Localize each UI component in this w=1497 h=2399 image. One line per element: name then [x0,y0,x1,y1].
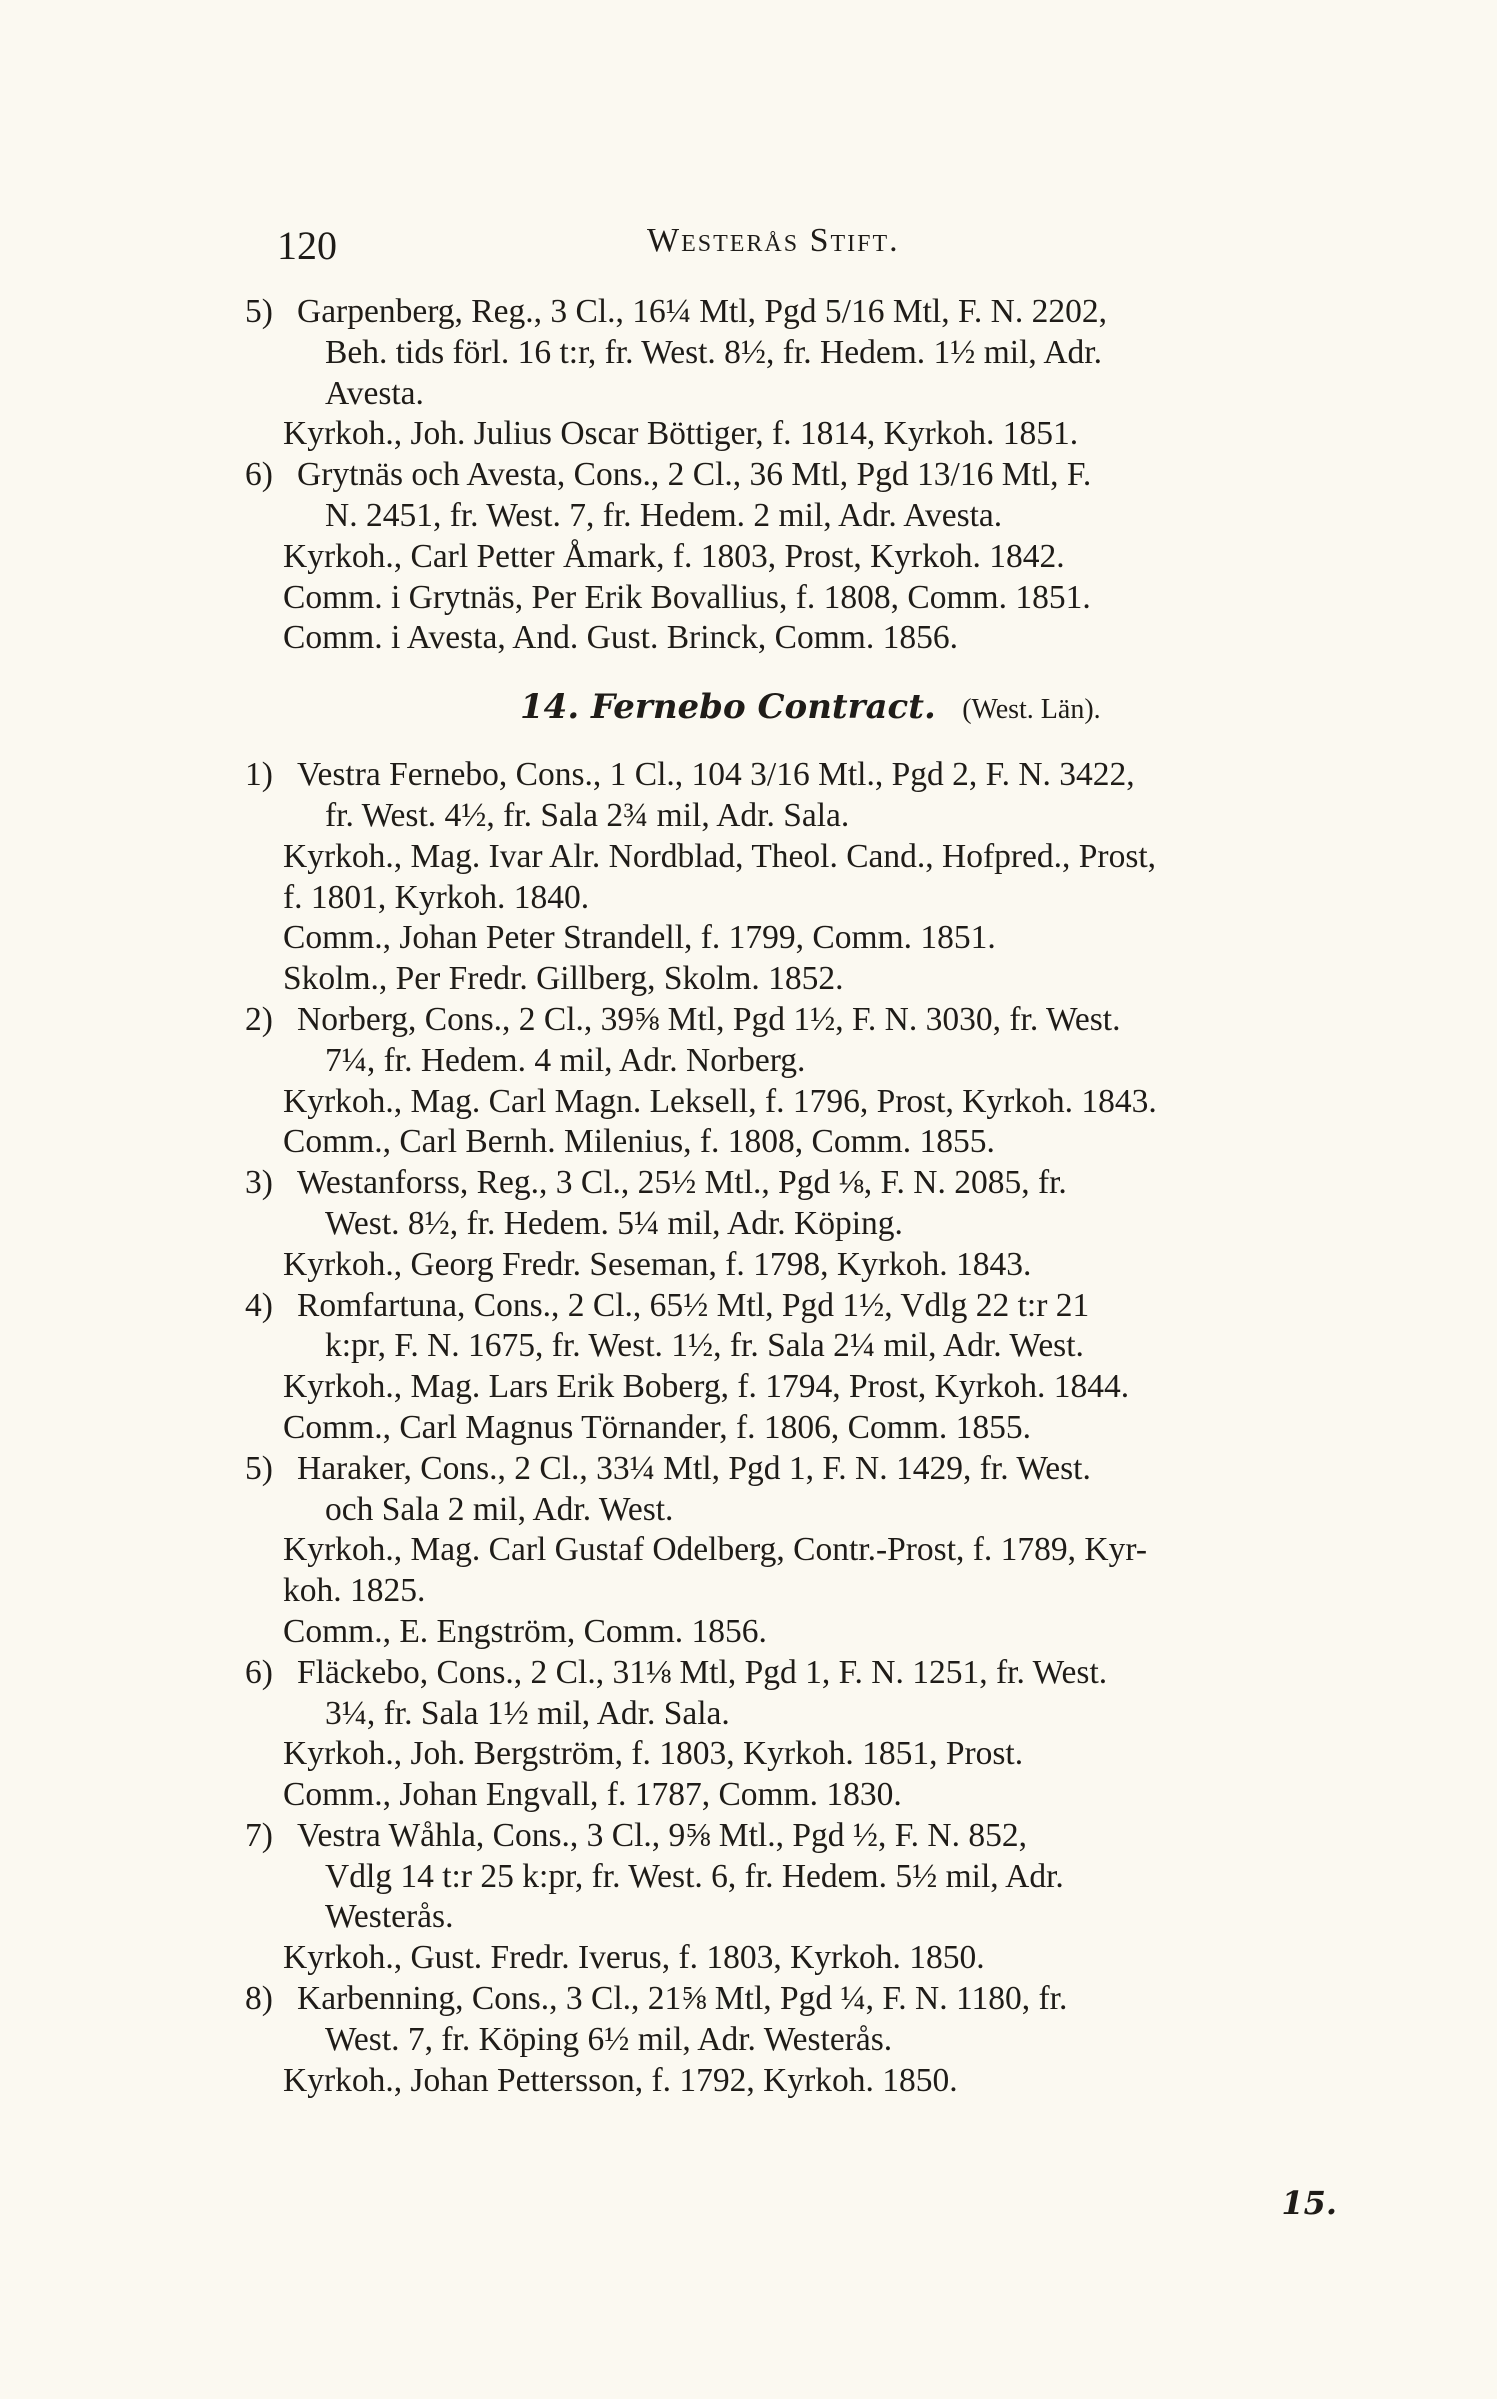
parish-text: Vdlg 14 t:r 25 k:pr, fr. West. 6, fr. Hedem. 5½ mil, Adr. [325,1857,1064,1895]
parish-line [245,1041,1410,1082]
parish-text: West. 8½, fr. Hedem. 5¼ mil, Adr. Köping. [325,1204,903,1242]
clergy-line: Comm. i Grytnäs, Per Erik Bovallius, f. 1808, Comm. 1851. [283,578,1091,616]
entry-number: 6) [245,1653,273,1691]
clergy-line: Comm., Carl Magnus Törnander, f. 1806, Comm. 1855. [283,1408,1032,1446]
parish-text: Karbenning, Cons., 3 Cl., 21⅝ Mtl, Pgd ¼, F. N. 1180, fr. [297,1980,1068,2018]
parish-text: Westanforss, Reg., 3 Cl., 25½ Mtl., Pgd ⅛, F. N. 2085, fr. [297,1164,1067,1202]
parish-line [245,1000,1410,1041]
parish-text: Romfartuna, Cons., 2 Cl., 65½ Mtl, Pgd 1½, Vdlg 22 t:r 21 [297,1286,1090,1324]
parish-text: 7¼, fr. Hedem. 4 mil, Adr. Norberg. [325,1041,806,1079]
clergy-line: Kyrkoh., Mag. Carl Gustaf Odelberg, Contr.-Prost, f. 1789, Kyr- [283,1531,1148,1569]
section-title: 14. Fernebo Contract. [520,687,936,728]
clergy-line: koh. 1825. [283,1572,426,1610]
clergy-line: Comm., Johan Engvall, f. 1787, Comm. 1830. [283,1776,902,1814]
parish-text: Vestra Fernebo, Cons., 1 Cl., 104 3/16 Mtl., Pgd 2, F. N. 3422, [297,756,1135,794]
running-title: Westerås Stift. [647,222,900,259]
parish-text: N. 2451, fr. West. 7, fr. Hedem. 2 mil, Adr. Avesta. [325,496,1003,534]
parish-entry [245,1286,1410,1449]
parish-entry [245,1449,1410,1653]
clergy-line: Comm. i Avesta, And. Gust. Brinck, Comm. 1856. [283,619,958,657]
parish-text: Beh. tids förl. 16 t:r, fr. West. 8½, fr. Hedem. 1½ mil, Adr. [325,333,1102,371]
parish-entry [245,1653,1410,1816]
catchword: 15. [1281,2184,1337,2222]
parish-text: Grytnäs och Avesta, Cons., 2 Cl., 36 Mtl, Pgd 13/16 Mtl, F. [297,456,1092,494]
entry-number: 1) [245,756,273,794]
parish-line [245,1163,1410,1204]
entry-number: 6) [245,456,273,494]
entry-number: 5) [245,1449,273,1487]
parish-line [245,1653,1410,1694]
parish-text: Westerås. [325,1898,454,1936]
clergy-line: Kyrkoh., Mag. Lars Erik Boberg, f. 1794, Prost, Kyrkoh. 1844. [283,1368,1130,1406]
parish-line [245,292,1410,333]
entry-number: 8) [245,1980,273,2018]
entry-number: 3) [245,1164,273,1202]
parish-line [245,1816,1410,1857]
clergy-line: Comm., Johan Peter Strandell, f. 1799, Comm. 1851. [283,919,996,957]
clergy-line: Skolm., Per Fredr. Gillberg, Skolm. 1852. [283,960,844,998]
parish-text: West. 7, fr. Köping 6½ mil, Adr. Westerås. [325,2020,893,2058]
parish-text: Vestra Wåhla, Cons., 3 Cl., 9⅝ Mtl., Pgd ½, F. N. 852, [297,1816,1027,1854]
parish-line [245,755,1410,796]
parish-line [245,1204,1410,1245]
parish-text: och Sala 2 mil, Adr. West. [325,1490,674,1528]
parish-text: Norberg, Cons., 2 Cl., 39⅝ Mtl, Pgd 1½, F. N. 3030, fr. West. [297,1000,1121,1038]
parish-line [245,333,1410,374]
parish-text: Avesta. [325,374,424,412]
parish-line [245,1694,1410,1735]
clergy-line: Comm., E. Engström, Comm. 1856. [283,1612,767,1650]
clergy-line: Kyrkoh., Johan Pettersson, f. 1792, Kyrkoh. 1850. [283,2061,958,2099]
page-content [245,292,1410,2101]
parish-entry [245,755,1410,1000]
parish-entry [245,1000,1410,1163]
parish-entry [245,455,1410,659]
parish-text: k:pr, F. N. 1675, fr. West. 1½, fr. Sala 2¼ mil, Adr. West. [325,1327,1084,1365]
clergy-line: Kyrkoh., Mag. Ivar Alr. Nordblad, Theol. Cand., Hofpred., Prost, [283,837,1157,875]
parish-line [245,1490,1410,1531]
parish-line [245,1979,1410,2020]
entry-number: 4) [245,1286,273,1324]
entries [245,755,1410,2101]
parish-text: 3¼, fr. Sala 1½ mil, Adr. Sala. [325,1694,730,1732]
parish-line [245,796,1410,837]
parish-text: Haraker, Cons., 2 Cl., 33¼ Mtl, Pgd 1, F. N. 1429, fr. West. [297,1449,1091,1487]
parish-line [245,1326,1410,1367]
parish-entry [245,1816,1410,1979]
parish-line [245,1897,1410,1938]
clergy-line: Kyrkoh., Gust. Fredr. Iverus, f. 1803, Kyrkoh. 1850. [283,1939,985,1977]
clergy-line: f. 1801, Kyrkoh. 1840. [283,878,590,916]
parish-entry [245,1163,1410,1285]
clergy-line: Kyrkoh., Joh. Bergström, f. 1803, Kyrkoh. 1851, Prost. [283,1735,1024,1773]
parish-line [245,1449,1410,1490]
entry-number: 7) [245,1816,273,1854]
clergy-line: Kyrkoh., Mag. Carl Magn. Leksell, f. 1796, Prost, Kyrkoh. 1843. [283,1082,1157,1120]
clergy-line: Kyrkoh., Georg Fredr. Seseman, f. 1798, Kyrkoh. 1843. [283,1245,1032,1283]
page-number: 120 [277,223,337,268]
parish-entry [245,1979,1410,2101]
pre-entries [245,292,1410,659]
entry-number: 5) [245,293,273,330]
parish-line [245,1857,1410,1898]
page-header [277,222,1407,272]
parish-line [245,1286,1410,1327]
clergy-line: Comm., Carl Bernh. Milenius, f. 1808, Comm. 1855. [283,1123,995,1161]
section-heading [245,659,1410,755]
clergy-line: Kyrkoh., Carl Petter Åmark, f. 1803, Prost, Kyrkoh. 1842. [283,537,1065,575]
section-subtitle: (West. Län). [962,694,1101,726]
clergy-line: Kyrkoh., Joh. Julius Oscar Böttiger, f. 1814, Kyrkoh. 1851. [283,415,1079,453]
entry-number: 2) [245,1000,273,1038]
parish-text: Garpenberg, Reg., 3 Cl., 16¼ Mtl, Pgd 5/16 Mtl, F. N. 2202, [297,293,1108,330]
parish-text: Fläckebo, Cons., 2 Cl., 31⅛ Mtl, Pgd 1, F. N. 1251, fr. West. [297,1653,1108,1691]
parish-line [245,496,1410,537]
parish-entry [245,292,1410,455]
parish-line [245,455,1410,496]
parish-line [245,2020,1410,2061]
parish-line [245,374,1410,415]
parish-text: fr. West. 4½, fr. Sala 2¾ mil, Adr. Sala. [325,796,850,834]
